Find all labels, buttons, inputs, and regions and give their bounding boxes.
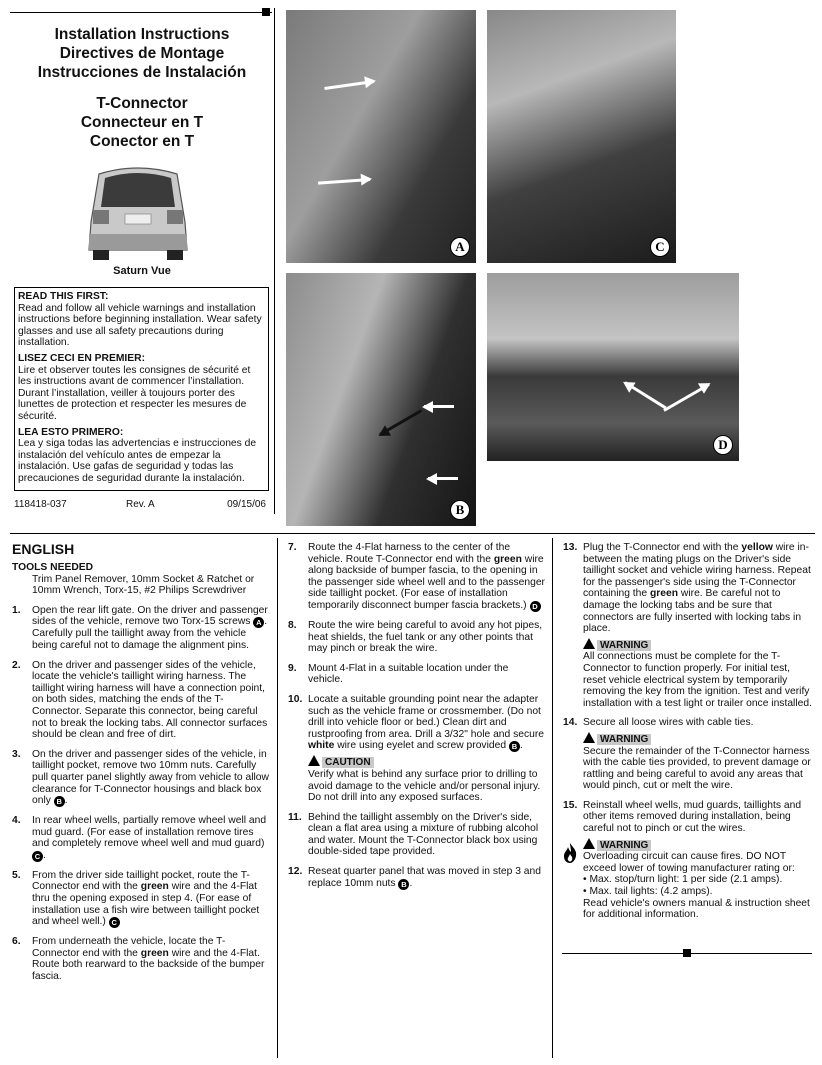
photo-b-arrow-3 (428, 477, 458, 480)
step-11 (288, 812, 546, 858)
photo-a (286, 10, 476, 263)
step-3-text: On the driver and passenger sides of the vehicle, in taillight pocket, remove two 10mm nuts. Carefully pull quarter panel slightly away from vehicle to allow clearance for T-Connector housings and black box only (32, 748, 269, 807)
step-1-number: 1. (12, 604, 21, 616)
photo-b-badge: B (450, 500, 470, 520)
step-2-number: 2. (12, 659, 21, 671)
photo-a-arrow-2 (318, 178, 370, 185)
bottom-rule-marker (683, 949, 691, 957)
column-3 (563, 542, 813, 929)
step-2-text: On the driver and passenger sides of the vehicle, locate the vehicle's taillight wiring harness. The taillight wiring harness will have a connection point, on both sides, matching the ends of the T-Connector. Separate this connector, being careful not to break the locking tabs. All connector surfaces should be clean and free of dirt. (32, 659, 268, 741)
ref-c-icon: C (32, 851, 43, 862)
warning-2-text: Secure the remainder of the T-Connector harness with the cable ties provided, to prevent damage or rattling and being careful to avoid any areas that would pinch, cut or melt the wire. (583, 745, 811, 792)
step-15-text: Reinstall wheel wells, mud guards, taillights and other items removed during installation, being careful not to pinch or cut the wires. (583, 799, 802, 835)
step-4: 4. In rear wheel wells, partially remove wheel well and mud guard. (For ease of installation remove tires and completely remove wheel well and mud guard) C . (12, 815, 267, 861)
product-block (17, 94, 267, 151)
warning-3-label: WARNING (597, 840, 651, 851)
photo-b (286, 273, 476, 526)
step-9 (288, 663, 546, 686)
step-10: 10. Locate a suitable grounding point near the adapter such as the vehicle frame or crossmember. (Do not drill into vehicle floor or bed.) Clean dirt and rustproofing from area. Drill a 3/32" hole and secure white wire using eyelet and screw provided B . (288, 693, 545, 752)
step-9-number: 9. (288, 662, 297, 674)
step-6 (12, 936, 270, 982)
warning-icon (583, 638, 595, 649)
step-8-text: Route the wire being careful to avoid any hot pipes, heat shields, the fuel tank or any other points that may pinch or break the wire. (308, 619, 543, 655)
warning-1-block (583, 638, 813, 710)
step-14-number: 14. (563, 717, 578, 729)
ref-a-icon: A (253, 617, 264, 628)
ref-d-icon: D (530, 601, 541, 612)
warning-3-bullet-1: • Max. stop/turn light: 1 per side (2.1 amps). (583, 874, 783, 886)
step-11-number: 11. (288, 811, 302, 823)
header-vertical-rule (274, 8, 275, 514)
step-13-pre: Plug the T-Connector end with the (583, 542, 739, 553)
photo-c-badge: C (650, 237, 670, 257)
product-fr: Connecteur en T (80, 114, 204, 131)
section-title: ENGLISH (12, 541, 75, 557)
column-2 (288, 542, 546, 898)
title-es: Instrucciones de Instalación (37, 64, 247, 81)
step-9-text: Mount 4-Flat in a suitable location under the vehicle. (308, 662, 509, 686)
step-8-number: 8. (288, 619, 297, 631)
caution-label: CAUTION (322, 757, 374, 768)
step-14-text: Secure all loose wires with cable ties. (583, 717, 754, 729)
revision: Rev. A (126, 499, 155, 510)
step-3: 3. On the driver and passenger sides of the vehicle, in taillight pocket, remove two 10mm nuts. Carefully pull quarter panel slightly away from vehicle to allow clearance for T-Connector housings and black box only B . (12, 748, 269, 807)
vehicle-caption: Saturn Vue (113, 265, 171, 277)
step-13-bold2: green (650, 588, 679, 600)
photo-a-badge: A (450, 237, 470, 257)
read-first-fr-heading: LISEZ CECI EN PREMIER: (18, 352, 146, 364)
step-6-number: 6. (12, 936, 21, 948)
step-11-text: Behind the taillight assembly on the Driver's side, clean a flat area using a mixture of rubbing alcohol and water. Mount the T-Connector black box using double-sided tape provided. (308, 811, 539, 858)
step-7-post: wire along backside of bumper fascia, to the opening in the passenger side wheel well and to the passenger side taillight pocket. (For ease of installation temporarily disconnect bumper fascia brackets.) (308, 553, 545, 611)
read-first-es-text: Lea y siga todas las advertencias e instrucciones de instalación del vehículo antes de empezar la instalación. Use gafas de seguridad y todas las precauciones de seguridad durante la instalación. (18, 438, 257, 484)
step-7-pre: Route the 4-Flat harness to the center of the vehicle. Route T-Connector end with the (308, 542, 511, 565)
step-13-post: wire. Be careful not to damage the locking tabs and be sure that connectors are fully inserted with locking tabs in place. (583, 588, 802, 635)
photo-d-badge: D (713, 435, 733, 455)
ref-b-icon: B (398, 879, 409, 890)
step-15-number: 15. (563, 799, 578, 811)
warning-1-text: All connections must be complete for the T-Connector to function properly. For initial test, reset vehicle electrical system by temporarily removing the key from the ignition. Test and verify installation with a test light or trailer once installed. (583, 651, 812, 709)
warning-2-label: WARNING (597, 734, 651, 745)
step-2 (12, 660, 270, 741)
step-13-number: 13. (563, 542, 578, 553)
read-first-en-text: Read and follow all vehicle warnings and installation instructions before beginning installation. Wear safety glasses and use all safety precautions during installation. (18, 302, 262, 349)
photo-c (487, 10, 676, 263)
step-10-pre: Locate a suitable grounding point near the adapter such as the vehicle frame or crossmember. (Do not drill into vehicle floor or bed.) Clean dirt and rustproofing from area. Drill a 3/32" hole and secure (308, 693, 545, 740)
read-first-en-heading: READ THIS FIRST: (18, 291, 109, 302)
warning-3-bullet-2: • Max. tail lights: (4.2 amps). (583, 886, 713, 898)
read-first-fr-text: Lire et observer toutes les consignes de sécurité et les instructions avant de commencer l’installation. Durant l’installation, veiller à toujours porter des lunettes de protection et respecter les mesures de sécurité. (18, 364, 251, 422)
ref-b-icon: B (509, 741, 520, 752)
warning-2-block (583, 732, 813, 792)
read-first-box (14, 287, 269, 491)
step-13-bold: yellow (741, 542, 773, 553)
step-10-bold: white (308, 740, 335, 752)
step-6-bold: green (140, 947, 169, 959)
step-15 (563, 800, 813, 835)
photo-a-arrow-1 (324, 80, 374, 90)
step-7-bold: green (493, 553, 522, 565)
step-12-number: 12. (288, 866, 303, 878)
part-number: 118418-037 (14, 499, 67, 510)
warning-3-block (583, 838, 813, 921)
read-first-es-heading: LEA ESTO PRIMERO: (18, 426, 124, 438)
step-5 (12, 870, 270, 928)
photo-d-arrow-1 (624, 381, 666, 409)
step-7-number: 7. (288, 542, 297, 553)
step-5-bold: green (140, 881, 169, 893)
photo-d-arrow-2 (663, 383, 710, 412)
title-fr: Directives de Montage (59, 45, 225, 62)
title-en: Installation Instructions (54, 26, 230, 43)
caution-icon (308, 755, 320, 766)
col-divider-1 (277, 538, 278, 1058)
product-en: T-Connector (96, 95, 188, 112)
doc-date: 09/15/06 (227, 499, 266, 510)
photo-b-arrow-2 (379, 409, 422, 436)
step-6-post: wire and the 4-Flat. Route both rearward to the backside of the bumper fascia. (32, 947, 265, 983)
warning-3-tail: Read vehicle's owners manual & instruction sheet for additional information. (583, 897, 810, 921)
top-rule (10, 12, 272, 13)
col-divider-2 (552, 538, 553, 1058)
section-rule (10, 533, 815, 534)
step-10-number: 10. (288, 693, 303, 705)
warning-icon (583, 838, 595, 849)
product-es: Conector en T (89, 133, 195, 150)
step-7 (288, 542, 546, 612)
step-5-post: wire and the 4-Flat thru the opening exposed in step 4. (For ease of installation use a fish wire between taillight pocket and wheel well.) (32, 881, 260, 928)
step-1-after: . Carefully pull the taillight away from the vehicle being careful not to damage the alignment pins. (32, 616, 268, 651)
step-1 (12, 605, 270, 652)
step-10-post: wire using eyelet and screw provided (337, 740, 507, 752)
step-4-number: 4. (12, 815, 21, 827)
tools-text: Trim Panel Remover, 10mm Socket & Ratchet or 10mm Wrench, Torx-15, #2 Philips Screwdriver (32, 573, 255, 597)
warning-icon (583, 732, 595, 743)
step-14 (563, 717, 813, 729)
vehicle-photo (85, 162, 191, 262)
step-12: 12. Reseat quarter panel that was moved in step 3 and replace 10mm nuts B . (288, 866, 541, 889)
doc-info (14, 499, 268, 510)
fire-icon (561, 842, 579, 864)
ref-b-icon: B (54, 796, 65, 807)
step-8 (288, 620, 546, 655)
warning-3-text: Overloading circuit can cause fires. DO NOT exceed lower of towing manufacturer rating or: (583, 851, 795, 874)
ref-c-icon: C (109, 917, 120, 928)
step-5-number: 5. (12, 869, 21, 881)
step-4-text: In rear wheel wells, partially remove wheel well and mud guard. (For ease of installation remove tires and completely remove wheel well and mud guard) (32, 815, 267, 850)
step-6-pre: From underneath the vehicle, locate the T-Connector end with the (32, 936, 226, 959)
step-5-pre: From the driver side taillight pocket, route the T-Connector end with the (32, 869, 250, 893)
warning-1-label: WARNING (597, 640, 651, 651)
step-13-mid: wire in-between the mating plugs on the Driver's side taillight socket and vehicle wiring harness. Repeat for the passenger's side using the T-Connector containing the (583, 542, 811, 600)
step-1-text: Open the rear lift gate. On the driver and passenger sides of the vehicle, remove two Torx-15 screws (32, 604, 268, 628)
photo-b-arrow-1 (424, 405, 454, 408)
caution-block (308, 755, 546, 803)
top-rule-marker (262, 8, 270, 16)
title-block (17, 25, 267, 82)
step-3-number: 3. (12, 748, 21, 760)
step-12-text: Reseat quarter panel that was moved in step 3 and replace 10mm nuts (308, 866, 541, 889)
column-1 (12, 541, 270, 991)
step-13 (563, 542, 813, 635)
caution-text: Verify what is behind any surface prior to drilling to avoid damage to the vehicle and/or personal injury. Do not drill into any exposed surfaces. (308, 768, 541, 804)
tools-heading: TOOLS NEEDED (12, 562, 94, 573)
photo-d (487, 273, 739, 461)
